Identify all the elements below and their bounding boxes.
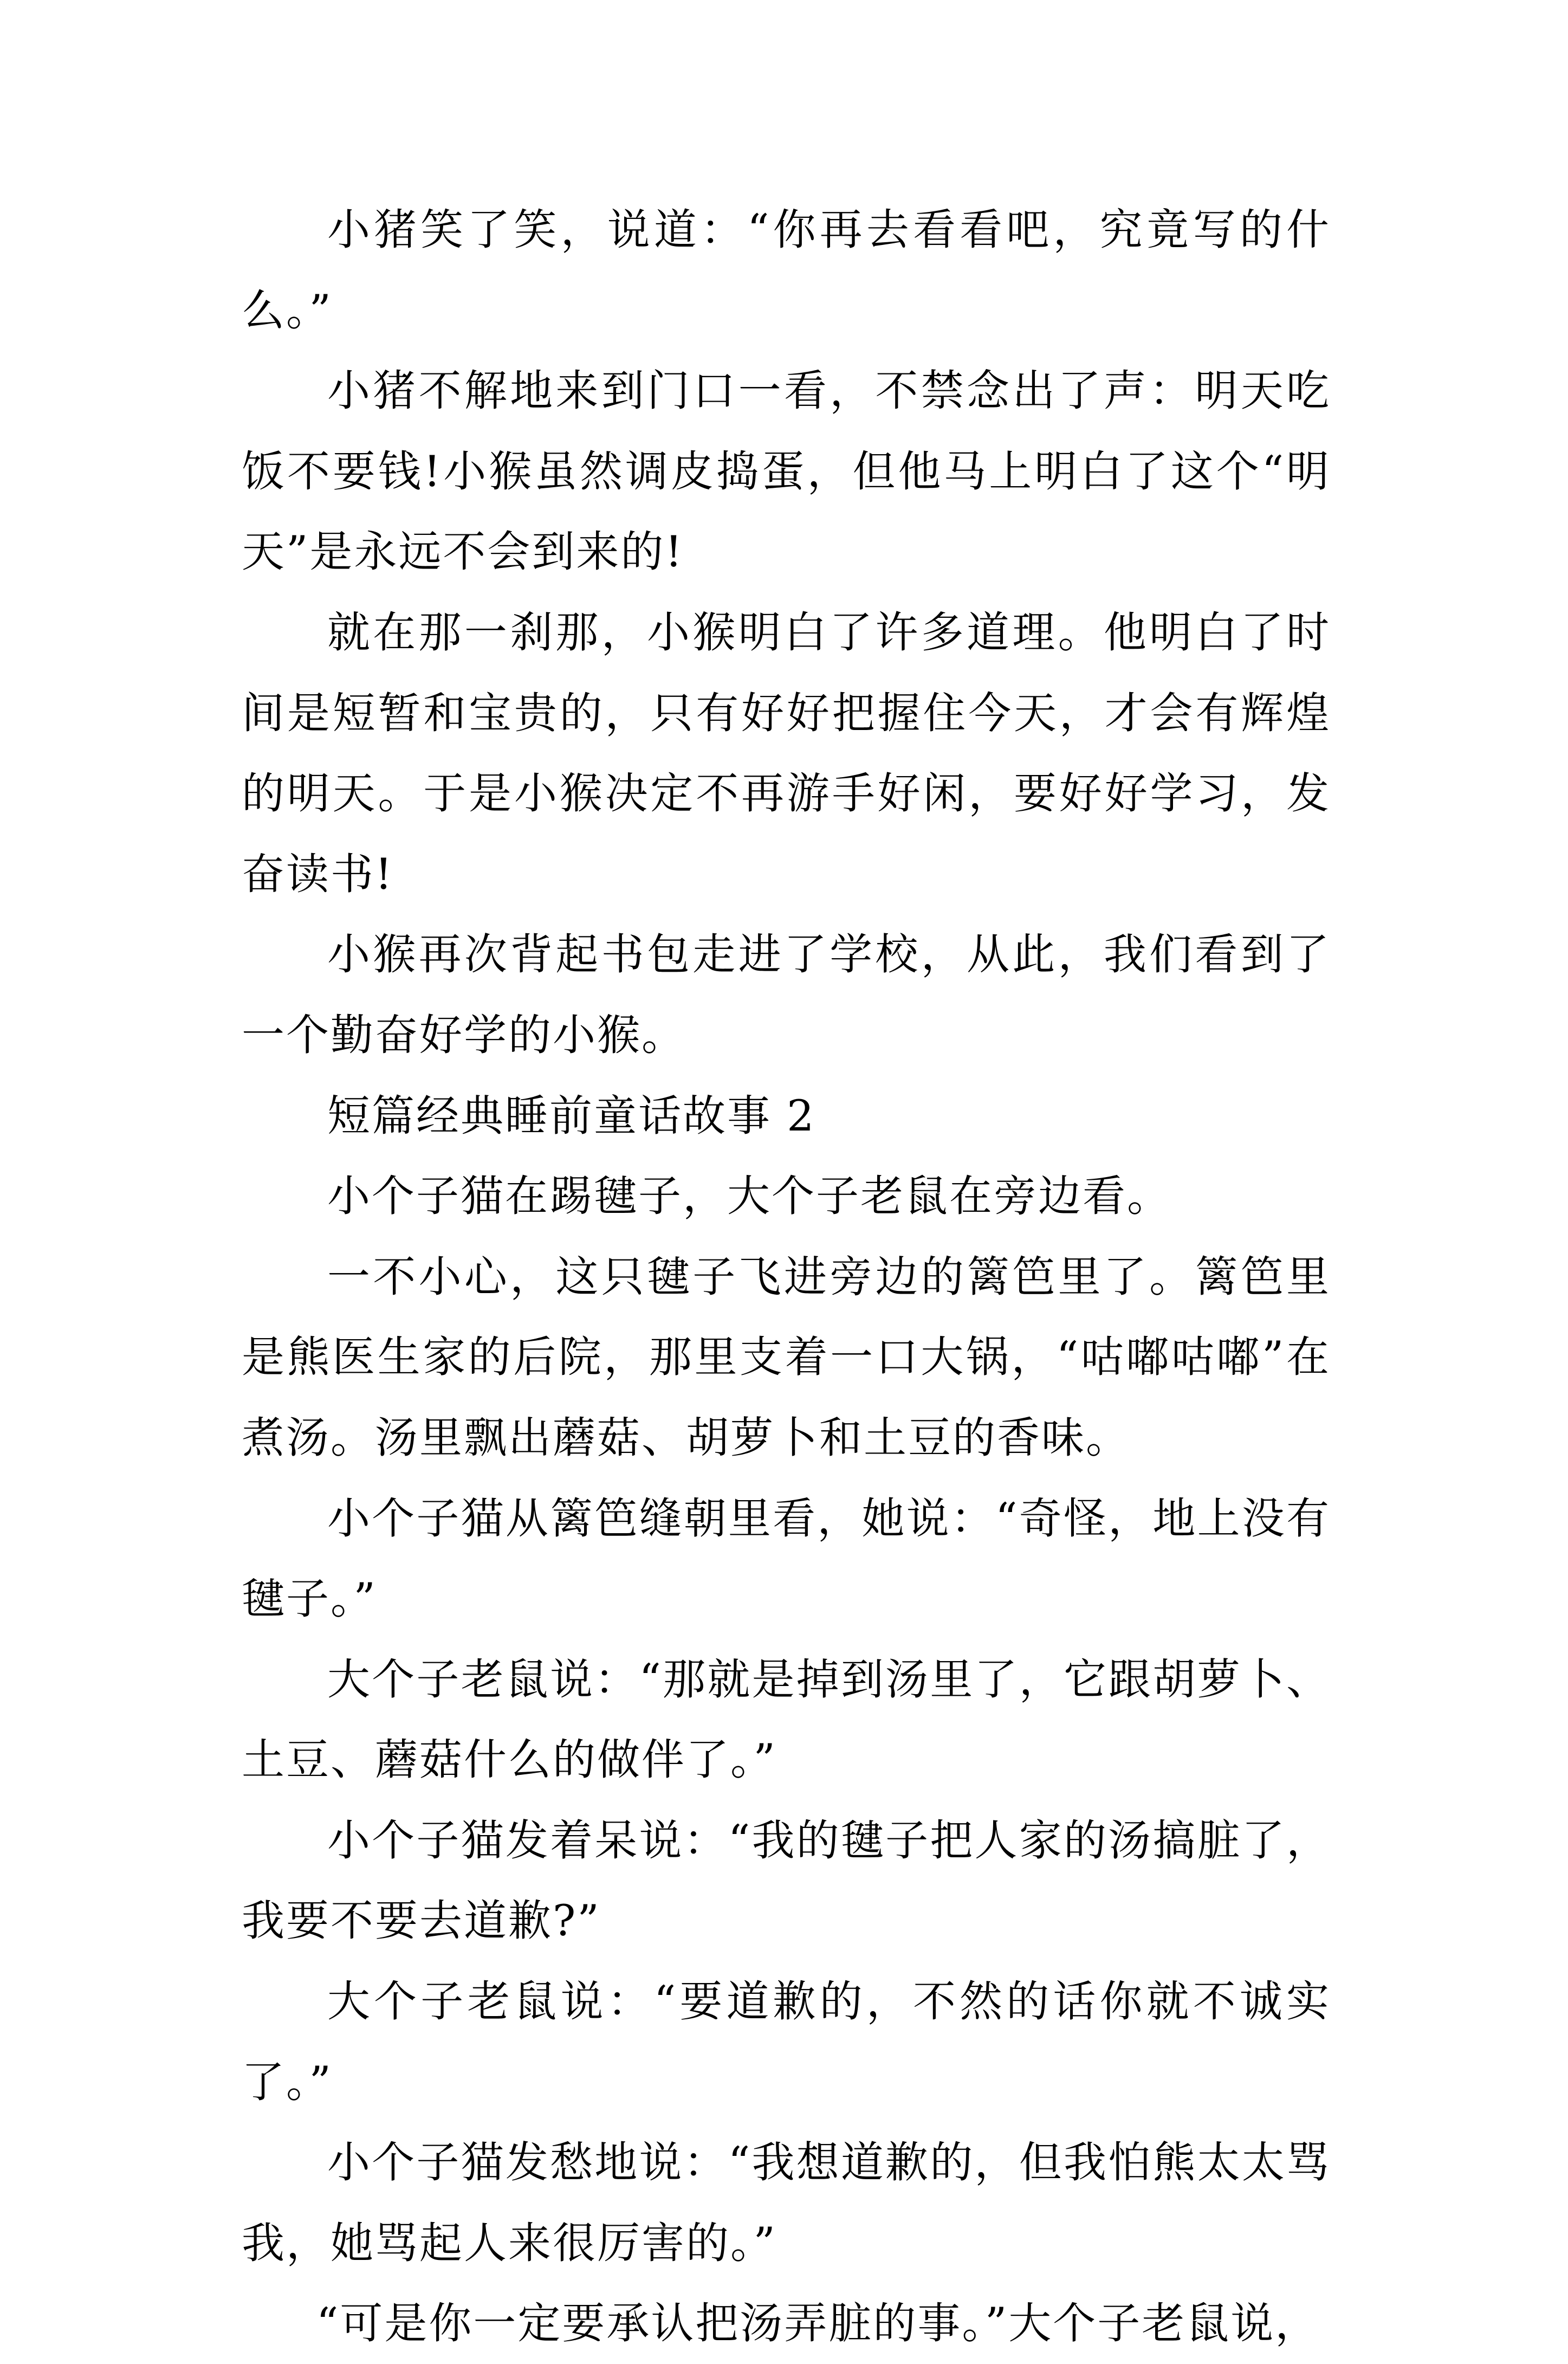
paragraph: 大个子老鼠说：“要道歉的，不然的话你就不诚实了。”	[242, 1977, 1331, 2107]
paragraph: “可是你一定要承认把汤弄脏的事。”大个子老鼠说，	[316, 2298, 1320, 2349]
paragraph: 大个子老鼠说：“那就是掉到汤里了，它跟胡萝卜、土豆、蘑菇什么的做伴了。”	[242, 1654, 1331, 1785]
paragraph: 小猴再次背起书包走进了学校，从此，我们看到了一个勤奋好学的小猴。	[242, 929, 1331, 1060]
paragraph: 小个子猫从篱笆缝朝里看，她说：“奇怪，地上没有毽子。”	[242, 1493, 1331, 1624]
paragraph: 小个子猫在踢毽子，大个子老鼠在旁边看。	[327, 1171, 1171, 1222]
paragraph: 一不小心，这只毽子飞进旁边的篱笆里了。篱笆里是熊医生家的后院，那里支着一口大锅，“咕嘟咕嘟”在煮汤。汤里飘出蘑菇、胡萝卜和土豆的香味。	[242, 1251, 1331, 1463]
paragraph: 就在那一刹那，小猴明白了许多道理。他明白了时间是短暂和宝贵的，只有好好把握住今天，才会有辉煌的明天。于是小猴决定不再游手好闲，要好好学习，发奋读书!	[242, 607, 1331, 899]
paragraph: 小个子猫发愁地说：“我想道歉的，但我怕熊太太骂我，她骂起人来很厉害的。”	[242, 2137, 1331, 2268]
paragraph: 小猪笑了笑，说道：“你再去看看吧，究竟写的什么。”	[242, 205, 1331, 335]
story-subtitle: 短篇经典睡前童话故事 2	[327, 1090, 816, 1141]
document-body	[242, 190, 1331, 2364]
paragraph: 小个子猫发着呆说：“我的毽子把人家的汤搞脏了，我要不要去道歉?”	[242, 1815, 1331, 1946]
paragraph: 小猪不解地来到门口一看，不禁念出了声：明天吃饭不要钱!小猴虽然调皮捣蛋，但他马上明白了这个“明天”是永远不会到来的!	[242, 366, 1331, 577]
